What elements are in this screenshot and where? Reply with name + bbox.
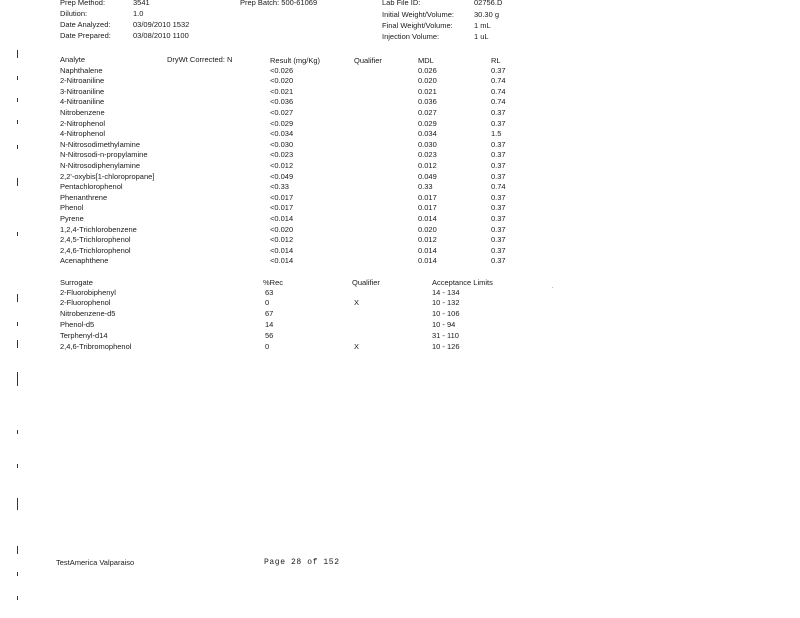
prep-method-label: Prep Method:: [60, 0, 106, 7]
analyte-mdl: 0.014: [418, 245, 437, 255]
surrogate-limits: 10 - 106: [432, 309, 460, 319]
surrogate-limits: 10 - 126: [432, 341, 460, 351]
analyte-rl: 0.37: [491, 107, 506, 117]
analyte-result: <0.012: [270, 160, 294, 170]
initial-weight-value: 30.30 g: [474, 10, 500, 19]
analyte-rl: 0.37: [491, 192, 506, 202]
surrogate-name: Nitrobenzene-d5: [60, 309, 116, 319]
analyte-name: 2,4,6-Trichlorophenol: [60, 245, 131, 255]
analyte-result: <0.049: [270, 171, 294, 181]
rec-header: %Rec: [263, 278, 284, 287]
initial-weight-label: Initial Weight/Volume:: [382, 10, 454, 19]
analyte-name: N-Nitrosodiphenylamine: [60, 160, 141, 170]
surrogate-rec: 0: [265, 341, 270, 351]
analyte-result: <0.029: [270, 118, 294, 128]
analyte-mdl: 0.014: [418, 256, 437, 266]
qualifier-header: Qualifier: [354, 56, 382, 65]
surrogate-limits: 14 - 134: [432, 287, 460, 297]
analyte-rl: 0.37: [491, 160, 506, 170]
mdl-header: MDL: [418, 56, 434, 65]
analyte-rl: 0.37: [491, 224, 506, 234]
analyte-result: <0.020: [270, 224, 294, 234]
surrogate-rec: 0: [265, 298, 270, 308]
surrogate-rec: 14: [265, 319, 274, 329]
lab-name: TestAmerica Valparaiso: [56, 558, 135, 567]
analyte-name: 2-Nitroaniline: [60, 76, 105, 86]
limits-header: Acceptance Limits: [432, 278, 493, 287]
dilution-label: Dilution:: [60, 9, 88, 18]
analyte-name: 2,4,5-Trichlorophenol: [60, 235, 131, 245]
surrogate-rec: 56: [265, 330, 274, 340]
analyte-rl: 0.37: [491, 245, 506, 255]
analyte-rl: 0.37: [491, 139, 506, 149]
analyte-rl: 0.37: [491, 150, 506, 160]
analyte-rl: 0.74: [491, 182, 506, 192]
analyte-name: Phenanthrene: [60, 192, 108, 202]
analyte-mdl: 0.034: [418, 129, 437, 139]
analyte-name: Nitrobenzene: [60, 107, 105, 117]
analyte-result: <0.036: [270, 97, 294, 107]
analyte-rl: 0.37: [491, 118, 506, 128]
prep-method-value: 3541: [133, 0, 150, 7]
rl-header: RL: [491, 56, 501, 65]
surrogate-qualifier-header: Qualifier: [352, 278, 380, 287]
analyte-result: <0.021: [270, 86, 294, 96]
analyte-name: N-Nitrosodi-n-propylamine: [60, 150, 148, 160]
analyte-rl: 0.37: [491, 65, 506, 75]
analyte-rl: 0.74: [491, 97, 506, 107]
analyte-rl: 0.74: [491, 86, 506, 96]
surrogate-rec: 67: [265, 309, 274, 319]
surrogate-name: 2-Fluorobiphenyl: [60, 287, 116, 297]
analyte-mdl: 0.020: [418, 76, 437, 86]
surrogate-limits: 31 - 110: [432, 330, 459, 340]
analyte-mdl: 0.026: [418, 65, 437, 75]
analyte-rl: 0.37: [491, 171, 506, 181]
analyte-result: <0.017: [270, 192, 294, 202]
drywt-header: DryWt Corrected: N: [167, 55, 233, 64]
dilution-value: 1.0: [133, 9, 144, 18]
surrogate-qualifier: X: [354, 341, 360, 351]
analyte-result: <0.014: [270, 213, 294, 223]
analyte-mdl: 0.029: [418, 118, 437, 128]
prep-batch: Prep Batch: 500-61069: [240, 0, 318, 7]
analyte-name: Phenol: [60, 203, 84, 213]
analyte-mdl: 0.017: [418, 192, 437, 202]
surrogate-name: 2-Fluorophenol: [60, 298, 111, 308]
analyte-mdl: 0.023: [418, 150, 437, 160]
analyte-mdl: 0.020: [418, 224, 437, 234]
analyte-mdl: 0.021: [418, 86, 437, 96]
date-prepared-label: Date Prepared:: [60, 31, 111, 40]
date-analyzed-value: 03/09/2010 1532: [133, 20, 190, 29]
analyte-name: 2,2'-oxybis[1-chloropropane]: [60, 171, 155, 181]
result-header: Result (mg/Kg): [270, 56, 321, 65]
lab-file-id-label: Lab File ID:: [382, 0, 421, 7]
analyte-rl: 0.37: [491, 213, 506, 223]
surrogate-rec: 63: [265, 287, 274, 297]
date-analyzed-label: Date Analyzed:: [60, 20, 111, 29]
analyte-mdl: 0.027: [418, 107, 437, 117]
analyte-name: 2-Nitrophenol: [60, 118, 106, 128]
surrogate-limits: 10 - 94: [432, 319, 456, 329]
analyte-rl: 0.37: [491, 256, 506, 266]
surrogate-qualifier: X: [354, 298, 360, 308]
surrogate-name: 2,4,6-Tribromophenol: [60, 341, 132, 351]
date-prepared-value: 03/08/2010 1100: [133, 31, 189, 40]
surrogate-header: Surrogate: [60, 278, 93, 287]
analyte-result: <0.027: [270, 107, 294, 117]
injection-volume-label: Injection Volume:: [382, 32, 440, 41]
analyte-name: 1,2,4-Trichlorobenzene: [60, 224, 137, 234]
analyte-name: 4-Nitrophenol: [60, 129, 106, 139]
analyte-name: Acenaphthene: [60, 256, 109, 266]
analyte-rl: 1.5: [491, 129, 502, 139]
surrogate-name: Terphenyl-d14: [60, 330, 108, 340]
analyte-mdl: 0.014: [418, 213, 437, 223]
page-number: Page 28 of 152: [264, 558, 340, 567]
analyte-name: Pyrene: [60, 213, 84, 223]
stray-dot: .: [552, 284, 554, 290]
analyte-header: Analyte: [60, 55, 86, 64]
analyte-name: 4-Nitroaniline: [60, 97, 105, 107]
analyte-mdl: 0.049: [418, 171, 437, 181]
analyte-name: 3-Nitroaniline: [60, 86, 105, 96]
final-weight-label: Final Weight/Volume:: [382, 21, 453, 30]
analyte-result: <0.014: [270, 245, 294, 255]
analyte-result: <0.026: [270, 65, 294, 75]
analyte-rl: 0.74: [491, 76, 506, 86]
analyte-mdl: 0.030: [418, 139, 437, 149]
analyte-result: <0.017: [270, 203, 294, 213]
analyte-rl: 0.37: [491, 235, 506, 245]
analyte-mdl: 0.012: [418, 235, 437, 245]
analyte-mdl: 0.012: [418, 160, 437, 170]
analyte-result: <0.034: [270, 129, 294, 139]
analyte-result: <0.012: [270, 235, 294, 245]
lab-file-id-value: 02756.D: [474, 0, 503, 7]
analyte-result: <0.33: [270, 182, 289, 192]
analyte-result: <0.020: [270, 76, 294, 86]
analyte-mdl: 0.33: [418, 182, 433, 192]
analyte-name: N-Nitrosodimethylamine: [60, 139, 141, 149]
analyte-result: <0.023: [270, 150, 294, 160]
analyte-result: <0.014: [270, 256, 294, 266]
final-weight-value: 1 mL: [474, 21, 491, 30]
surrogate-name: Phenol-d5: [60, 319, 95, 329]
injection-volume-value: 1 uL: [474, 32, 489, 41]
analyte-mdl: 0.036: [418, 97, 437, 107]
analyte-rl: 0.37: [491, 203, 506, 213]
surrogate-limits: 10 - 132: [432, 298, 460, 308]
analyte-name: Pentachlorophenol: [60, 182, 123, 192]
analyte-result: <0.030: [270, 139, 294, 149]
analyte-mdl: 0.017: [418, 203, 437, 213]
analyte-name: Naphthalene: [60, 65, 103, 75]
